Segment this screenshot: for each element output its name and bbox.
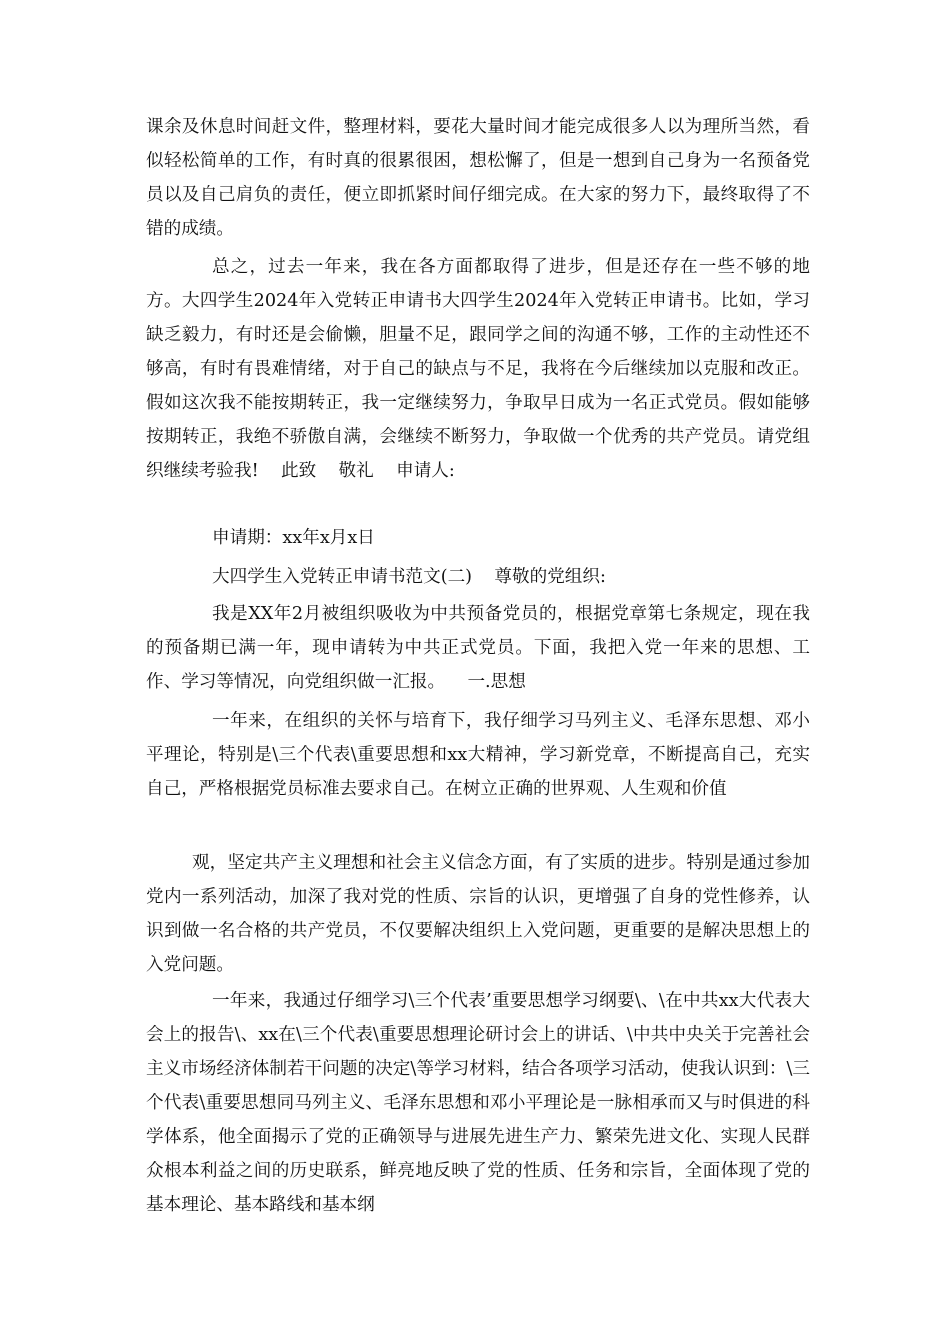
paragraph-thought-part-one: 一年来，在组织的关怀与培育下，我仔细学习马列主义、毛泽东思想、邓小平理论，特别是\三个代表\重要思想和xx大精神，学习新党章，不断提高自己，充实自己，严格根据党员标准去要求自己。在树立正确的世界观、人生观和价值 bbox=[146, 711, 810, 799]
paragraph-thought-part-two: 观，坚定共产主义理想和社会主义信念方面，有了实质的进步。特别是通过参加党内一系列活动，加深了我对党的性质、宗旨的认识，更增强了自身的党性修养，认识到做一名合格的共产党员，不仅要解决组织上入党问题，更重要的是解决思想上的入党问题。 bbox=[146, 853, 810, 975]
paragraph-study: 一年来，我通过仔细学习\三个代表’重要思想学习纲要\、\在中共xx大代表大会上的报告\、xx在\三个代表\重要思想理论研讨会上的讲话、\中共中央关于完善社会主义市场经济体制若干问题的决定\等学习材料，结合各项学习活动，使我认识到：\三个代表\重要思想同马列主义、毛泽东思想和邓小平理论是一脉相承而又与时俱进的科学体系，他全面揭示了党的正确领导与进展先进生产力、繁荣先进文化、实现人民群众根本利益之间的历史联系，鲜亮地反映了党的性质、任务和宗旨，全面体现了党的基本理论、基本路线和基本纲 bbox=[146, 991, 810, 1215]
paragraph-work-summary: 课余及休息时间赶文件，整理材料，要花大量时间才能完成很多人以为理所当然，看似轻松简单的工作，有时真的很累很困，想松懈了，但是一想到自己身为一名预备党员以及自己肩负的责任，便立即抓紧时间仔细完成。在大家的努力下，最终取得了不错的成绩。 bbox=[146, 117, 810, 239]
paragraph-conclusion: 总之，过去一年来，我在各方面都取得了进步，但是还存在一些不够的地方。大四学生2024年入党转正申请书大四学生2024年入党转正申请书。比如，学习缺乏毅力，有时还是会偷懒，胆量不足，跟同学之间的沟通不够，工作的主动性还不够高，有时有畏难情绪，对于自己的缺点与不足，我将在今后继续加以克服和改正。假如这次我不能按期转正，我一定继续努力，争取早日成为一名正式党员。假如能够按期转正，我绝不骄傲自满，会继续不断努力，争取做一个优秀的共产党员。请党组织继续考验我! 此致 敬礼 申请人: bbox=[146, 257, 810, 481]
application-date: 申请期：xx年x月x日 bbox=[212, 528, 375, 548]
section-heading-sample-two: 大四学生入党转正申请书范文(二) 尊敬的党组织: bbox=[212, 567, 606, 587]
paragraph-introduction: 我是XX年2月被组织吸收为中共预备党员的，根据党章第七条规定，现在我的预备期已满一年，现申请转为中共正式党员。下面，我把入党一年来的思想、工作、学习等情况，向党组织做一汇报。 一.思想 bbox=[146, 604, 810, 692]
